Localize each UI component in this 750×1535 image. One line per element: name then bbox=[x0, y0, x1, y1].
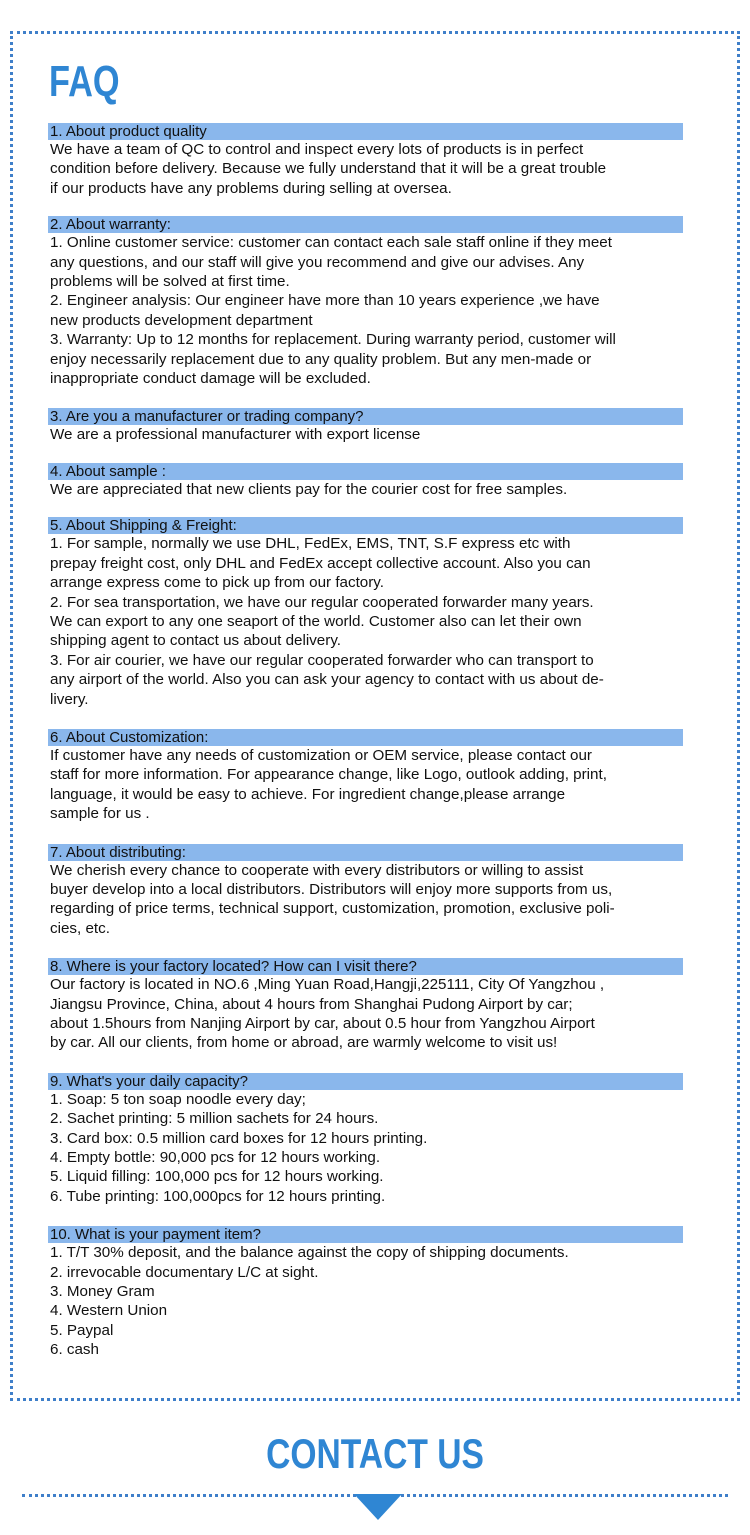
faq-item bbox=[48, 408, 688, 444]
faq-answer: We are appreciated that new clients pay for the courier cost for free samples. bbox=[50, 480, 568, 498]
faq-title: FAQ bbox=[49, 57, 120, 106]
faq-item bbox=[48, 216, 688, 388]
faq-question: 7. About distributing: bbox=[48, 844, 683, 861]
faq-question: 5. About Shipping & Freight: bbox=[48, 517, 683, 534]
faq-answer: We cherish every chance to cooperate with every distributors or willing to assist buyer develop into a local distributors. Distributors will enjoy more supports from us, regarding of price terms, technical support, customization, promotion, exclusive poli- cies, etc. bbox=[50, 861, 615, 937]
faq-answer: We have a team of QC to control and inspect every lots of products is in perfect condition before delivery. Because we fully understand that it will be a great trouble if our products have any problems during selling at oversea. bbox=[50, 141, 607, 197]
faq-answer: Our factory is located in NO.6 ,Ming Yuan Road,Hangji,225111, City Of Yangzhou , Jiangsu Province, China, about 4 hours from Shanghai Pudong Airport by car; about 1.5hours from Nanjing Airport by car, about 0.5 hour from Yangzhou Airport by car. All our clients, from home or abroad, are warmly welcome to visit us! bbox=[50, 976, 605, 1052]
faq-item bbox=[48, 729, 688, 824]
faq-list bbox=[48, 123, 688, 1360]
faq-question: 4. About sample : bbox=[48, 463, 683, 480]
faq-item bbox=[48, 1226, 688, 1359]
faq-question: 9. What's your daily capacity? bbox=[48, 1073, 683, 1090]
contact-title: CONTACT US bbox=[266, 1430, 484, 1477]
faq-item bbox=[48, 1073, 688, 1206]
faq-question: 2. About warranty: bbox=[48, 216, 683, 233]
faq-question: 6. About Customization: bbox=[48, 729, 683, 746]
faq-item bbox=[48, 844, 688, 939]
faq-answer: 1. T/T 30% deposit, and the balance against the copy of shipping documents. 2. irrevocable documentary L/C at sight. 3. Money Gram 4. Western Union 5. Paypal 6. cash bbox=[50, 1244, 569, 1359]
faq-item bbox=[48, 123, 688, 198]
faq-item bbox=[48, 463, 688, 499]
faq-answer: 1. Soap: 5 ton soap noodle every day; 2. Sachet printing: 5 million sachets for 24 hours. 3. Card box: 0.5 million card boxes for 12 hours printing. 4. Empty bottle: 90,000 pcs for 12 hours working. 5. Liquid filling: 100,000 pcs for 12 hours working. 6. Tube printing: 100,000pcs for 12 hours printing. bbox=[50, 1090, 428, 1205]
faq-question: 3. Are you a manufacturer or trading company? bbox=[48, 408, 683, 425]
faq-question: 10. What is your payment item? bbox=[48, 1226, 683, 1243]
faq-item bbox=[48, 958, 688, 1053]
faq-answer: 1. For sample, normally we use DHL, FedEx, EMS, TNT, S.F express etc with prepay freight cost, only DHL and FedEx accept collective account. Also you can arrange express come to pick up from our factory. 2. For sea transportation, we have our regular cooperated forwarder many years. We can export to any one seaport of the world. Customer also can let their own shipping agent to contact us about delivery. 3. For air courier, we have our regular cooperated forwarder who can transport to any airport of the world. Also you can ask your agency to contact with us about de- livery. bbox=[50, 535, 604, 708]
faq-item bbox=[48, 517, 688, 709]
faq-question: 8. Where is your factory located? How can I visit there? bbox=[48, 958, 683, 975]
faq-answer: We are a professional manufacturer with export license bbox=[50, 426, 421, 444]
faq-answer: 1. Online customer service: customer can contact each sale staff online if they meet any questions, and our staff will give you recommend and give our advises. Any problems will be solved at first time. 2. Engineer analysis: Our engineer have more than 10 years experience ,we have new products development department 3. Warranty: Up to 12 months for replacement. During warranty period, customer will enjoy necessarily replacement due to any quality problem. But any men-made or inappropriate conduct damage will be excluded. bbox=[50, 234, 616, 388]
faq-answer: If customer have any needs of customization or OEM service, please contact our staff for more information. For appearance change, like Logo, outlook adding, print, language, it would be easy to achieve. For ingredient change,please arrange sample for us . bbox=[50, 746, 607, 823]
faq-question: 1. About product quality bbox=[48, 123, 683, 140]
down-arrow-icon bbox=[354, 1494, 402, 1520]
